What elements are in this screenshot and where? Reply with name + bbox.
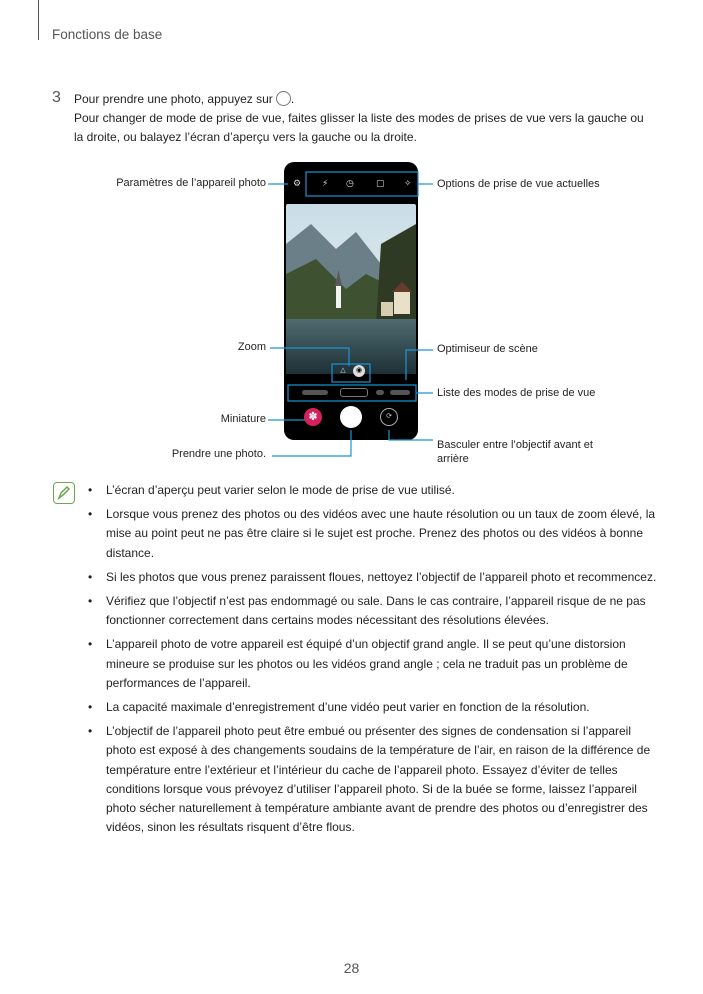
- zoom-wide-icon[interactable]: △: [340, 367, 346, 374]
- callout-zoom: Zoom: [237, 341, 266, 353]
- note-item: • L’objectif de l’appareil photo peut être embué ou présenter des signes de condensation si l’appareil photo est exposé à des changements soudains de la température de l’air, en raison de la différence de température entre l’extérieur et l’intérieur du cache de l’appareil photo. Essayez d’éviter de telles conditions lorsque vous prévoyez d’utiliser l’appareil photo. Si de la buée se forme, laissez l’appareil photo sécher naturellement à température ambiante avant de prendre des photos ou d’enregistrer des vidéos, sinon les résultats risquent d’être flous.: [86, 722, 662, 837]
- settings-gear-icon[interactable]: ⚙: [293, 178, 302, 188]
- note-item: • Vérifiez que l’objectif n’est pas endommagé ou sale. Dans le cas contraire, l’appareil risque de ne pas fonctionner correctement dans certains modes nécessitant des résolutions élevées.: [86, 592, 662, 630]
- note-item: • L’appareil photo de votre appareil est équipé d’un objectif grand angle. Il se peut qu’une distorsion mineure se produise sur les photos ou les vidéos grand angle ; cela ne traduit pas un problème de performances de l’appareil.: [86, 635, 662, 693]
- note-item: • Lorsque vous prenez des photos ou des vidéos avec une haute résolution ou un taux de zoom élevé, la mise au point peut ne pas être claire si le sujet est proche. Prenez des photos ou des vidéos à bonne distance.: [86, 505, 662, 563]
- step-line2: Pour changer de mode de prise de vue, faites glisser la liste des modes de prises de vue vers la gauche ou la droite, ou balayez l’écran d’aperçu vers la gauche ou la droite.: [74, 111, 644, 144]
- note-item: • Si les photos que vous prenez paraissent floues, nettoyez l’objectif de l’appareil photo et recommencez.: [86, 568, 662, 587]
- callout-take-photo: Prendre une photo.: [171, 448, 266, 460]
- callout-switch-lens-line2: arrière: [437, 453, 469, 465]
- callout-mode-list: Liste des modes de prise de vue: [437, 387, 596, 399]
- section-title: Fonctions de base: [52, 27, 163, 42]
- step-line1: Pour prendre une photo, appuyez sur: [74, 92, 273, 106]
- page-number: 28: [343, 960, 360, 976]
- callout-settings: Paramètres de l’appareil photo: [116, 177, 266, 189]
- switch-camera-icon[interactable]: ⟳: [380, 408, 398, 426]
- note-pencil-icon: [53, 482, 75, 504]
- timer-icon[interactable]: ◷: [346, 178, 354, 188]
- filter-icon[interactable]: ✧: [404, 178, 412, 188]
- callout-options: Options de prise de vue actuelles: [437, 178, 600, 190]
- note-item: • L’écran d’aperçu peut varier selon le mode de prise de vue utilisé.: [86, 481, 662, 500]
- thumbnail-button[interactable]: ✽: [304, 408, 322, 426]
- step-number: 3: [52, 89, 61, 106]
- step-line1-end: .: [290, 92, 295, 106]
- ratio-icon[interactable]: ▢: [376, 178, 385, 188]
- zoom-1x-icon[interactable]: ◉: [353, 365, 365, 377]
- notes-list: [86, 481, 662, 842]
- note-item: • La capacité maximale d’enregistrement d’une vidéo peut varier en fonction de la résolution.: [86, 698, 662, 717]
- callout-switch-lens-line1: Basculer entre l’objectif avant et: [437, 439, 593, 451]
- callout-thumbnail: Miniature: [220, 413, 266, 425]
- flash-icon[interactable]: ⚡: [322, 178, 329, 188]
- callout-scene-optimizer: Optimiseur de scène: [437, 343, 538, 355]
